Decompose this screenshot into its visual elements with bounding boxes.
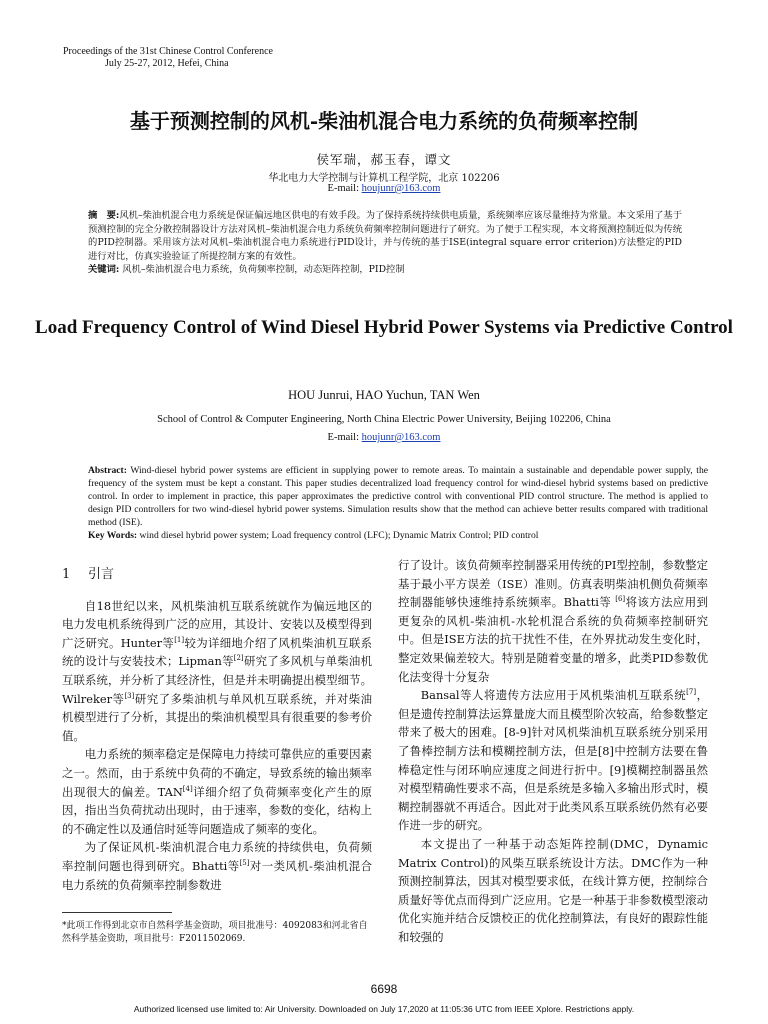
paragraph: 本文提出了一种基于动态矩阵控制(DMC，Dynamic Matrix Control)的风柴互联系统设计方法。DMC作为一种预测控制算法，因其对模型要求低，在线计算方便，控制综合质量好等优点而得到广泛应用。它是一种基于非参数模型滚动优化实施并结合反馈校正的优化控制算法，有良好的跟踪性能和较强的 bbox=[398, 836, 708, 944]
abstract-cn-label: 摘 要: bbox=[88, 210, 120, 221]
authors-chinese: 侯军瑞，郝玉春，谭文 bbox=[316, 152, 452, 167]
keywords-cn-text: 风机–柴油机混合电力系统，负荷频率控制，动态矩阵控制，PID控制 bbox=[122, 264, 405, 275]
paragraph: 行了设计。该负荷频率控制器采用传统的PI型控制，参数整定基于最小平方误差（ISE）准则。仿真表明柴油机侧负荷频率控制器能够快速维持系统频率。Bhatti等 [6]将该方法应用到更复杂的风机-柴油机-水轮机混合系统的负荷频率控制研究中。但是ISE方法的抗干扰性不佳，在外界扰动发生变化时，整定效果偏差较大。特别是随着变量的增多，此类PID参数优化法变得十分复杂 bbox=[398, 558, 708, 684]
conference-header bbox=[63, 46, 273, 70]
email-link[interactable]: houjunr@163.com bbox=[361, 183, 441, 194]
email-line-chinese bbox=[0, 183, 768, 194]
email-line-english bbox=[0, 432, 768, 443]
email-label-en: E-mail: bbox=[327, 432, 362, 443]
email-link-en[interactable]: houjunr@163.com bbox=[361, 432, 441, 443]
paragraph: Bansal等人将遗传方法应用于风机柴油机互联系统[7]，但是遗传控制算法运算量庞大而且模型阶次较高，给参数整定带来了极大的困难。[8-9]针对风机柴油机互联系统分别采用了鲁棒控制方法和模糊控制方法，但是[8]中控制方法要在鲁棒稳定性与闭环响应速度之间进行折中。[9]模糊控制器虽然对模型精确性要求不高，但是系统是多输入多输出形式时，模糊控制器就不再适合。因此对于此类风系互联系统仍然有必要作进一步的研究。 bbox=[398, 688, 708, 833]
abstract-en-text: Wind-diesel hybrid power systems are efficient in supplying power to remote areas. To maintain a sustainable and dependable power supply, the frequency of the system must be kept a constant. This paper studies decentralized load frequency control for wind-diesel hybrid systems based on predictive control. In order to implement in practice, this paper approximates the predictive control with conventional PID control structure. The method is applied to design PID controllers for two wind-diesel hybrid power systems. Simulation results show that the method can achieve better results compared with traditional method (ISE). bbox=[88, 465, 709, 528]
footnote-rule bbox=[62, 912, 172, 913]
abstract-en-label: Abstract: bbox=[88, 465, 127, 476]
abstract-chinese bbox=[88, 209, 682, 277]
right-column bbox=[398, 556, 708, 946]
licence-notice: Authorized licensed use limited to: Air University. Downloaded on July 17,2020 at 11:05:36 UTC from IEEE Xplore. Restrictions apply. bbox=[133, 1004, 635, 1014]
footnote: *此项工作得到北京市自然科学基金资助，项目批准号：4092083和河北省自然科学基金资助，项目批号：F2011502069. bbox=[62, 921, 368, 944]
title-chinese: 基于预测控制的风机-柴油机混合电力系统的负荷频率控制 bbox=[129, 109, 639, 133]
affiliation-chinese: 华北电力大学控制与计算机工程学院，北京 102206 bbox=[268, 173, 500, 184]
left-column bbox=[62, 566, 372, 894]
abstract-english bbox=[88, 465, 708, 542]
authors-english: HOU Junrui, HAO Yuchun, TAN Wen bbox=[288, 388, 480, 402]
paragraph: 电力系统的频率稳定是保障电力持续可靠供应的重要因素之一。然而，由于系统中负荷的不确定，导致系统的输出频率出现很大的偏差。TAN[4]详细介绍了负荷频率变化产生的原因，指出当负荷扰动出现时，由于速率，参数的变化，结构上的不确定性以及通信时延等问题造成了频率的变化。 bbox=[62, 747, 372, 836]
section-heading bbox=[62, 566, 372, 585]
paragraph: 自18世纪以来，风机柴油机互联系统就作为偏远地区的电力发电机系统得到广泛的应用，其设计、安装以及模型得到广泛研究。Hunter等[1]较为详细地介绍了风机柴油机互联系统的设计与安装技术；Lipman等[2]研究了多风机与单柴油机互联系统，并分析了其经济性，但是并未明确提出模型细节。Wilreker等[3]研究了多柴油机与单风机互联系统，并对柴油机模型进行了分析，其提出的柴油机模型具有很重要的参考价值。 bbox=[62, 598, 372, 743]
section-title: 引言 bbox=[88, 567, 115, 582]
conference-date: July 25-27, 2012, Hefei, China bbox=[105, 58, 229, 69]
section-number: 1 bbox=[62, 567, 71, 582]
keywords-en-label: Key Words: bbox=[88, 529, 138, 541]
affiliation-english: School of Control & Computer Engineering, North China Electric Power University, Beijing 102206, China bbox=[157, 414, 611, 425]
keywords-en-text: wind diesel hybrid power system; Load frequency control (LFC); Dynamic Matrix Control; PID control bbox=[139, 529, 539, 541]
abstract-cn-text: 风机–柴油机混合电力系统是保证偏远地区供电的有效手段。为了保持系统持续供电质量，系统频率应该尽量维持为常量。本文采用了基于预测控制的完全分散控制器设计方法对风机–柴油机混合电力系统负荷频率控制问题进行了研究。为了便于工程实现，本文将预测控制近似为传统的PID控制器。采用该方法对风机–柴油机混合电力系统进行PID设计，并与传统的基于ISE(integral square error criterion)方法整定的PID进行对比，仿真实验验证了所提控制方案的有效性。 bbox=[88, 210, 682, 262]
conference-name: Proceedings of the 31st Chinese Control Conference bbox=[63, 46, 273, 57]
paragraph: 为了保证风机-柴油机混合电力系统的持续供电，负荷频率控制问题也得到研究。Bhatti等[5]对一类风机-柴油机混合电力系统的负荷频率控制参数进 bbox=[62, 840, 372, 892]
keywords-cn-label: 关键词: bbox=[88, 264, 120, 275]
page-number: 6698 bbox=[370, 982, 398, 996]
title-english: Load Frequency Control of Wind Diesel Hybrid Power Systems via Predictive Control bbox=[35, 317, 733, 338]
email-label: E-mail: bbox=[327, 183, 362, 194]
